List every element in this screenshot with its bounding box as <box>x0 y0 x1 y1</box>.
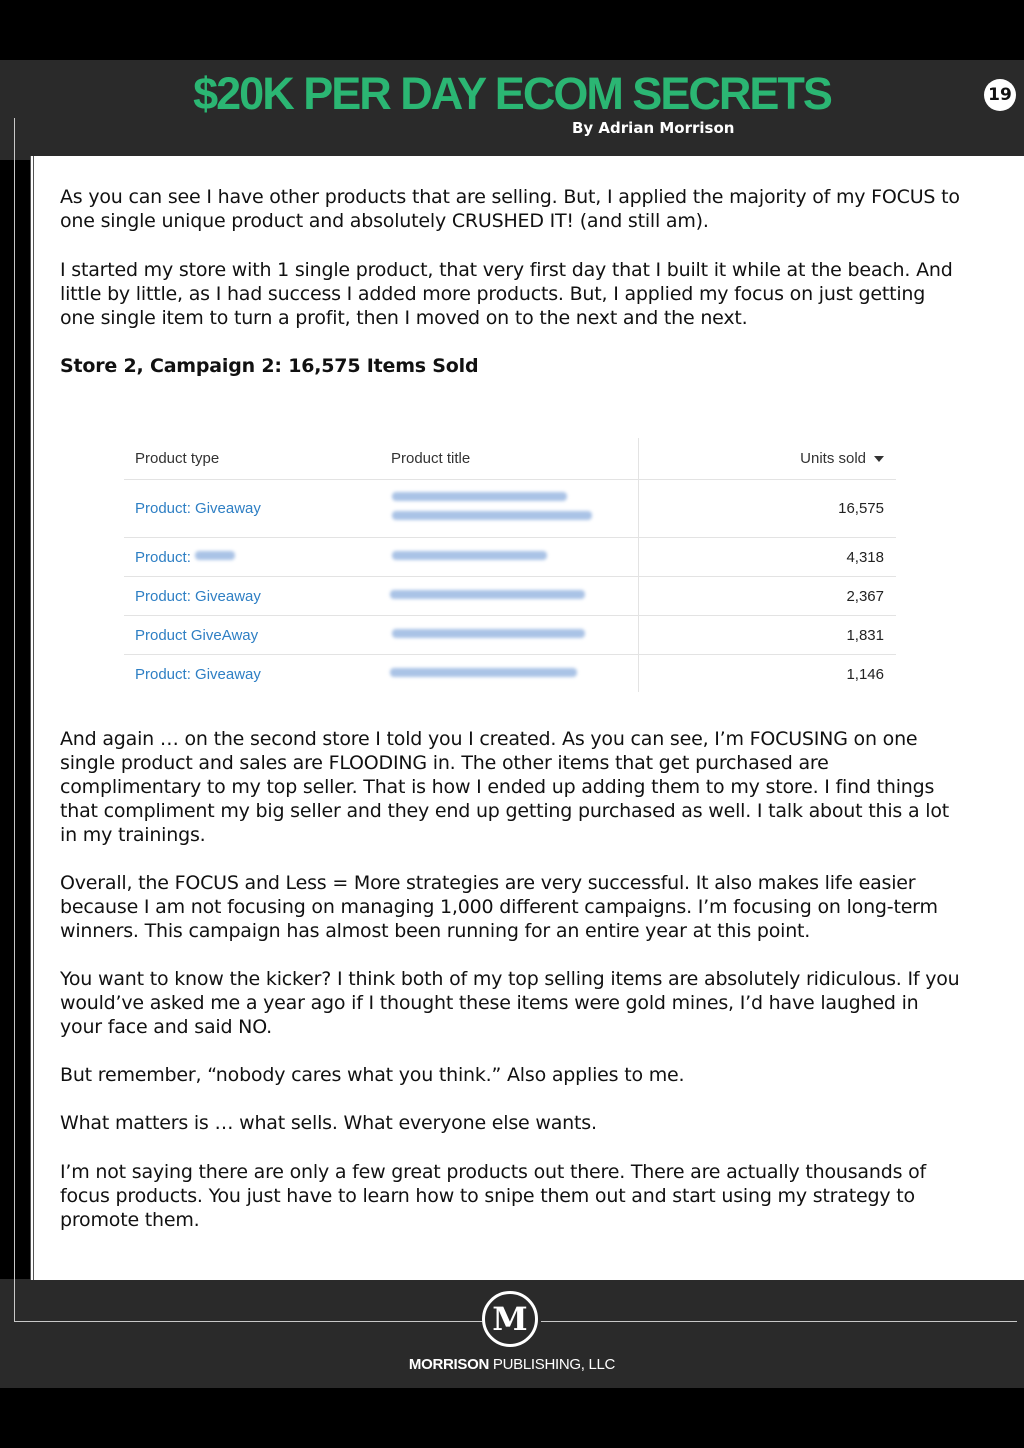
blurred-title <box>390 668 577 677</box>
row-divider <box>124 576 896 577</box>
header-units-sold[interactable] <box>800 450 884 467</box>
book-title: $20K PER DAY ECOM SECRETS <box>193 68 831 119</box>
publisher-name <box>0 1356 1024 1373</box>
footer-divider-right <box>541 1321 1017 1322</box>
publisher-name-rest: PUBLISHING, LLC <box>489 1356 616 1373</box>
row-4-units: 1,831 <box>846 627 884 644</box>
publisher-logo: M <box>482 1291 538 1347</box>
section-subheading: Store 2, Campaign 2: 16,575 Items Sold <box>60 355 479 377</box>
paragraph-7: What matters is … what sells. What everyone else wants. <box>60 1112 597 1134</box>
page-number-badge: 19 <box>984 79 1016 111</box>
blurred-title <box>392 629 585 638</box>
row-2-type-text: Product: <box>135 549 191 566</box>
paragraph-2: I started my store with 1 single product, that very first day that I built it while at the beach. And little by little, as I had success I added more products. But, I applied my focus on just getting one single item to turn a profit, then I moved on to the next and the next. <box>60 259 953 329</box>
blurred-type <box>195 551 235 560</box>
blurred-title <box>390 590 585 599</box>
paragraph-5: You want to know the kicker? I think both of my top selling items are absolutely ridiculous. If you would’ve asked me a year ago if I thought these items were gold mines, I’d have laughed in your face and said NO. <box>60 968 960 1038</box>
author-byline: By Adrian Morrison <box>572 119 735 137</box>
row-3-units: 2,367 <box>846 588 884 605</box>
sort-caret-icon <box>874 456 884 462</box>
header-product-type: Product type <box>135 450 220 467</box>
paragraph-8: I’m not saying there are only a few great products out there. There are actually thousands of focus products. You just have to learn how to snipe them out and start using my strategy to promote them. <box>60 1161 927 1231</box>
left-rail-line <box>14 118 15 1322</box>
paragraph-3: And again … on the second store I told you I created. As you can see, I’m FOCUSING on one single product and sales are FLOODING in. The other items that get purchased are complimentary to my top seller. That is how I ended up adding them to my store. I find things that compliment my big seller and they end up getting purchased as well. I talk about this a lot in my trainings. <box>60 728 949 846</box>
blurred-title <box>392 551 547 560</box>
publisher-name-bold: MORRISON <box>408 1356 490 1373</box>
row-3-type-link[interactable]: Product: Giveaway <box>135 588 261 605</box>
row-divider <box>124 654 896 655</box>
footer-divider-left <box>14 1321 482 1322</box>
row-1-type-link[interactable]: Product: Giveaway <box>135 500 261 517</box>
row-4-type-link[interactable]: Product GiveAway <box>135 627 259 644</box>
header-product-title: Product title <box>391 450 471 467</box>
row-divider <box>124 537 896 538</box>
blurred-title <box>392 511 592 520</box>
paragraph-6: But remember, “nobody cares what you think.” Also applies to me. <box>60 1064 685 1086</box>
sales-table <box>124 438 896 692</box>
row-5-units: 1,146 <box>846 666 884 683</box>
row-2-type-link[interactable] <box>135 549 235 566</box>
row-2-units: 4,318 <box>846 549 884 566</box>
paragraph-4: Overall, the FOCUS and Less = More strategies are very successful. It also makes life easier because I am not focusing on managing 1,000 different campaigns. I’m focusing on long-term winners. This campaign has almost been running for an entire year at this point. <box>60 872 938 942</box>
row-1-units: 16,575 <box>838 500 884 517</box>
row-divider <box>124 479 896 480</box>
row-5-type-link[interactable]: Product: Giveaway <box>135 666 261 683</box>
row-divider <box>124 615 896 616</box>
units-sold-label: Units sold <box>800 450 866 467</box>
blurred-title <box>392 492 567 501</box>
paragraph-1: As you can see I have other products that are selling. But, I applied the majority of my FOCUS to one single unique product and absolutely CRUSHED IT! (and still am). <box>60 186 960 232</box>
